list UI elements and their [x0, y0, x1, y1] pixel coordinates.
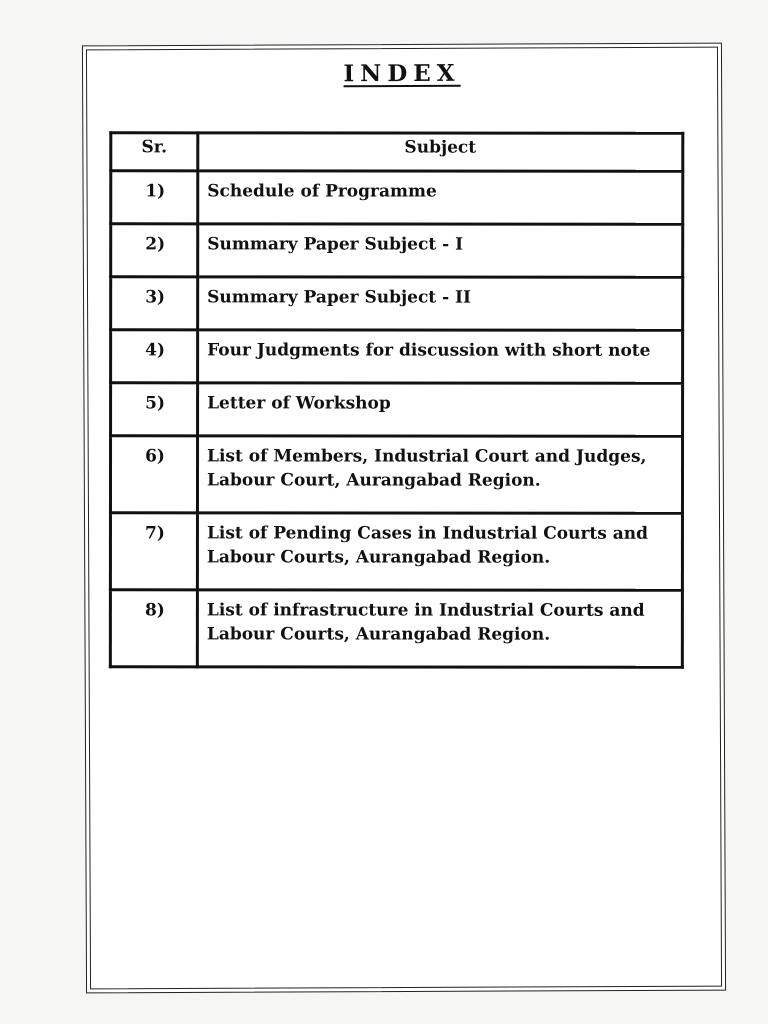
sr-cell: 5)	[111, 383, 198, 436]
table-row	[111, 277, 683, 330]
column-header-subject: Subject	[198, 133, 683, 171]
sr-cell: 4)	[111, 330, 198, 383]
subject-cell: List of Members, Industrial Court and Judges, Labour Court, Aurangabad Region.	[197, 436, 682, 513]
subject-cell: Summary Paper Subject - I	[198, 224, 683, 277]
subject-cell: Four Judgments for discussion with short note	[198, 330, 683, 383]
subject-cell: List of infrastructure in Industrial Courts and Labour Courts, Aurangabad Region.	[197, 590, 682, 667]
table-row	[111, 383, 683, 436]
page-title: INDEX	[343, 59, 461, 88]
table-header-row	[111, 133, 683, 171]
table-row	[111, 330, 683, 383]
sr-cell: 3)	[111, 277, 198, 330]
index-table	[109, 131, 684, 669]
sr-cell: 6)	[110, 436, 197, 513]
page-border	[82, 43, 726, 994]
subject-cell: List of Pending Cases in Industrial Courts and Labour Courts, Aurangabad Region.	[197, 513, 682, 590]
table-row	[110, 436, 682, 513]
table-row	[110, 513, 682, 590]
subject-cell: Letter of Workshop	[198, 383, 683, 436]
sr-cell: 1)	[111, 171, 198, 224]
subject-cell: Summary Paper Subject - II	[198, 277, 683, 330]
table-row	[111, 224, 683, 277]
table-row	[110, 590, 682, 667]
table-row	[111, 171, 683, 224]
sr-cell: 8)	[110, 590, 197, 667]
sr-cell: 2)	[111, 224, 198, 277]
sr-cell: 7)	[110, 513, 197, 590]
subject-cell: Schedule of Programme	[198, 171, 683, 224]
column-header-sr: Sr.	[111, 133, 198, 171]
